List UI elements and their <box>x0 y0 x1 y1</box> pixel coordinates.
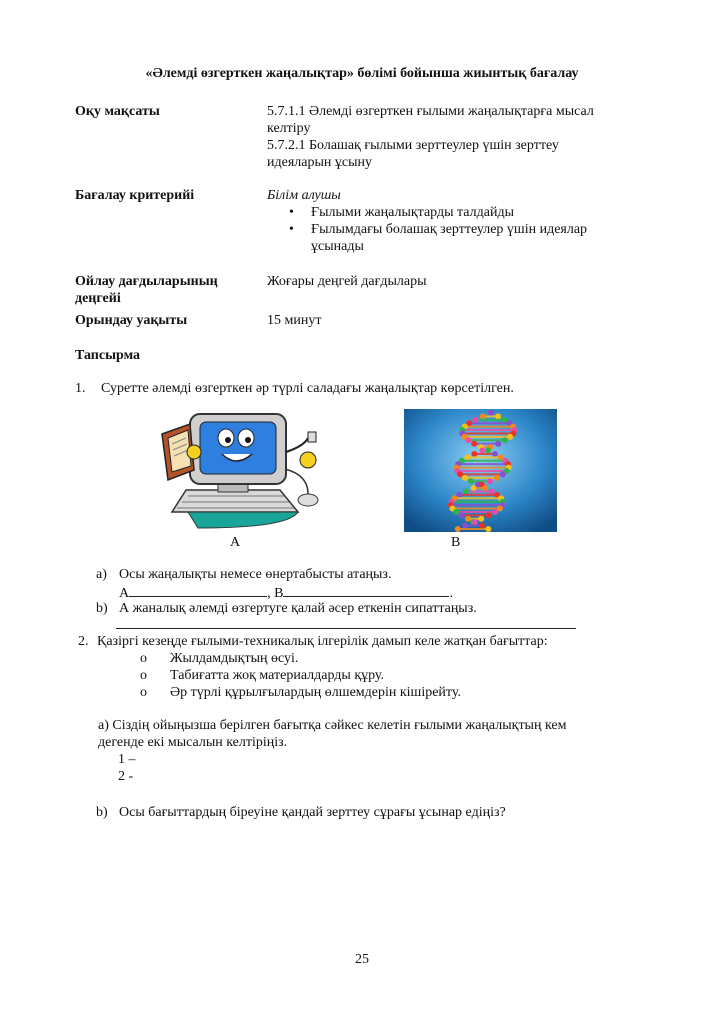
bullet-dot-icon: • <box>289 205 294 220</box>
q2-list-item-text: Әр түрлі құрылғылардың өлшемдерін кішірейту. <box>170 685 461 700</box>
objective-value <box>267 103 627 171</box>
answer-label-a: A <box>119 586 130 601</box>
page-title: «Әлемді өзгерткен жаңалықтар» бөлімі бойынша жиынтық бағалау <box>145 66 579 81</box>
thinking-label <box>75 273 218 307</box>
computer-reading-book-icon <box>158 408 330 532</box>
circle-bullet-icon: o <box>140 668 147 683</box>
q1-text: Суретте әлемді өзгерткен әр түрлі саладағы жаңалықтар көрсетілген. <box>101 381 514 396</box>
dna-helix-icon <box>404 409 557 532</box>
criteria-label: Бағалау критерийі <box>75 188 195 203</box>
criteria-intro: Білім алушы <box>267 188 341 203</box>
bullet-dot-icon: • <box>289 222 294 237</box>
q2-number: 2. <box>78 634 89 649</box>
q2-b-marker: b) <box>96 805 108 820</box>
image-b-label: B <box>451 535 461 550</box>
answer-end: . <box>449 586 453 601</box>
task-heading: Тапсырма <box>75 348 141 363</box>
objective-line: идеяларын ұсыну <box>267 155 372 170</box>
objective-line: келтіру <box>267 121 311 136</box>
answer-label-b: , B <box>267 586 284 601</box>
q1-b-text: А жаналық әлемді өзгертуге қалай әсер еткенін сипаттаңыз. <box>119 601 477 616</box>
q2-list-item <box>140 667 461 684</box>
criteria-item-text: Ғылымдағы болашақ зерттеулер үшін идеялар <box>311 222 588 237</box>
criteria-value <box>267 187 627 255</box>
objective-line: 5.7.1.1 Әлемді өзгерткен ғылыми жаңалықтарға мысал <box>267 104 594 119</box>
q2-text: Қазіргі кезеңде ғылыми-техникалық ілгерілік дамып келе жатқан бағыттар: <box>97 634 548 649</box>
q1-a-text: Осы жаңалықты немесе өнертабысты атаңыз. <box>119 567 392 582</box>
criteria-item-text: ұсынады <box>311 239 364 254</box>
time-label: Орындау уақыты <box>75 313 188 328</box>
q2-list-item-text: Жылдамдықтың өсуі. <box>170 651 299 666</box>
criteria-item <box>267 221 627 238</box>
time-value: 15 минут <box>267 313 322 328</box>
answer-blank-b[interactable] <box>283 583 449 597</box>
objective-label: Оқу мақсаты <box>75 104 160 119</box>
q2-a-answer-1: 1 – <box>118 752 136 767</box>
page-number: 25 <box>355 952 369 967</box>
criteria-item-continuation <box>267 238 627 255</box>
q2-list-item <box>140 650 461 667</box>
image-a-label: A <box>230 535 241 550</box>
criteria-item-text: Ғылыми жаңалықтарды талдайды <box>311 205 514 220</box>
q2-a-line2: дегенде екі мысалын келтіріңіз. <box>98 735 288 750</box>
answer-blank-a[interactable] <box>129 583 267 597</box>
objective-line: 5.7.2.1 Болашақ ғылыми зерттеулер үшін зерттеу <box>267 138 559 153</box>
q1-number: 1. <box>75 381 86 396</box>
q1-b-answer-line[interactable] <box>116 628 576 629</box>
q2-list-item-text: Табиғатта жоқ материалдарды құру. <box>170 668 385 683</box>
q2-b-text: Осы бағыттардың біреуіне қандай зерттеу сұрағы ұсынар едіңіз? <box>119 805 506 820</box>
circle-bullet-icon: o <box>140 651 147 666</box>
q2-list <box>140 650 461 701</box>
thinking-label-line: Ойлау дағдыларының <box>75 274 218 289</box>
criteria-item <box>267 204 627 221</box>
q2-a-answer-2: 2 - <box>118 769 134 784</box>
q2-a-line1: a) Сіздің ойыңызша берілген бағытқа сәйкес келетін ғылыми жаңалықтың кем <box>98 718 567 733</box>
thinking-value: Жоғары деңгей дағдылары <box>267 274 427 289</box>
q1-b-marker: b) <box>96 601 108 616</box>
q1-a-marker: a) <box>96 567 107 582</box>
thinking-label-line: деңгейі <box>75 291 121 306</box>
circle-bullet-icon: o <box>140 685 147 700</box>
q2-list-item <box>140 684 461 701</box>
